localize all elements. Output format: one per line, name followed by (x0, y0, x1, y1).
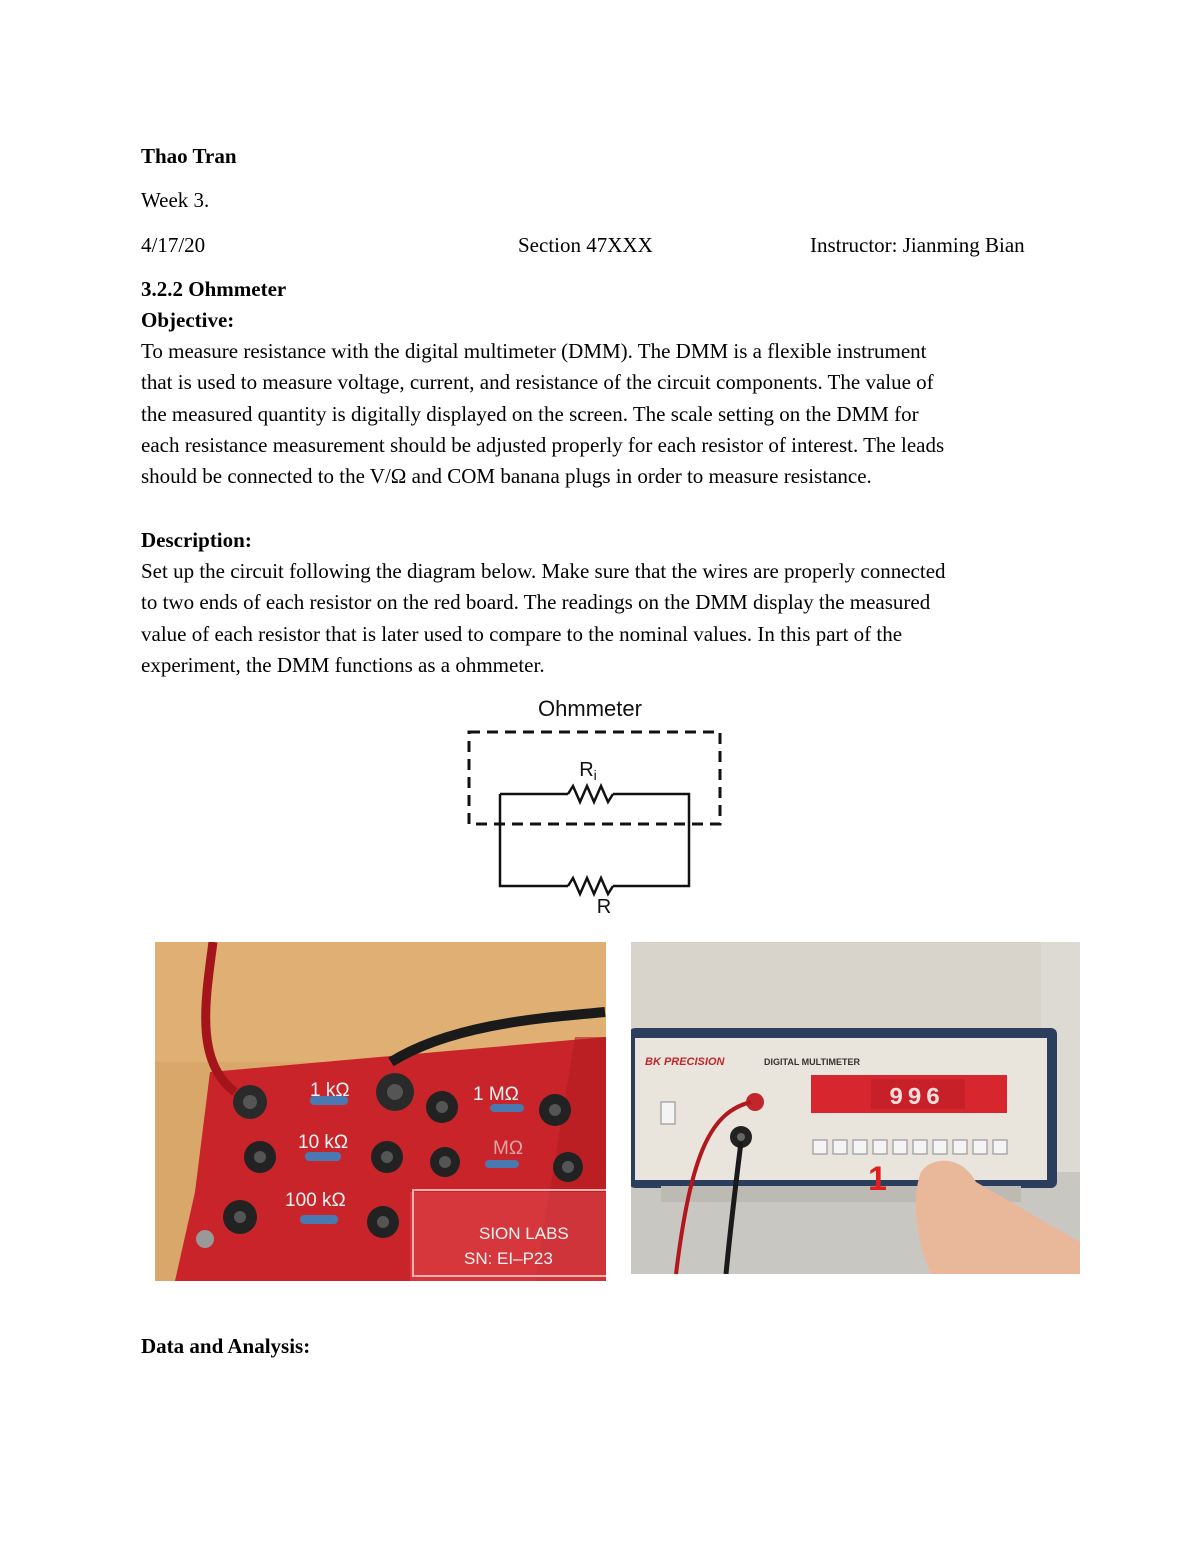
description-paragraph (141, 556, 1061, 681)
author-name: Thao Tran (141, 144, 237, 168)
model-title: DIGITAL MULTIMETER (764, 1057, 860, 1067)
dmm-photo (631, 942, 1080, 1274)
label-1k: 1 kΩ (310, 1080, 350, 1101)
description-line: experiment, the DMM functions as a ohmmeter. (141, 652, 545, 677)
ri-label: $R_i$ (579, 759, 597, 783)
instructor-name: Instructor: Jianming Bian (810, 233, 1025, 257)
objective-line: the measured quantity is digitally displayed on the screen. The scale setting on the DMM for (141, 401, 919, 426)
r-label: R (596, 896, 612, 918)
objective-line: should be connected to the V/Ω and COM banana plugs in order to measure resistance. (141, 464, 872, 489)
resistor-r-symbol (568, 878, 613, 894)
date: 4/17/20 (141, 233, 206, 257)
objective-line: To measure resistance with the digital multimeter (DMM). The DMM is a flexible instrument (141, 339, 927, 363)
brand-label: BK PRECISION (645, 1056, 725, 1068)
section-number: Section 47XXX (518, 233, 653, 257)
ohmmeter-circuit-diagram (460, 690, 740, 922)
description-line: to two ends of each resistor on the red board. The readings on the DMM display the measured (141, 590, 931, 615)
resistor-ri-symbol (568, 786, 613, 802)
circuit-wires (500, 786, 689, 894)
objective-line: each resistance measurement should be adjusted properly for each resistor of interest. The leads (141, 432, 945, 457)
label-10k: 10 kΩ (298, 1132, 349, 1153)
annotation-marker: 1 (868, 1160, 887, 1198)
plate-text-1: SION LABS (479, 1224, 569, 1243)
diagram-title: Ohmmeter (538, 696, 642, 721)
description-line: Set up the circuit following the diagram below. Make sure that the wires are properly connected (141, 559, 946, 583)
label-100k: 100 kΩ (285, 1190, 346, 1211)
label-1M: 1 MΩ (473, 1084, 519, 1105)
label-M: MΩ (493, 1138, 524, 1159)
description-line: value of each resistor that is later used to compare to the nominal values. In this part of the (141, 621, 903, 646)
description-heading: Description: (141, 528, 252, 552)
data-analysis-heading: Data and Analysis: (141, 1334, 311, 1358)
board-screw (196, 1230, 214, 1248)
section-heading: 3.2.2 Ohmmeter (141, 277, 287, 301)
dmm-reading: 996 (889, 1085, 945, 1112)
objective-heading: Objective: (141, 308, 235, 332)
resistor-board-photo (155, 942, 606, 1281)
week-label: Week 3. (141, 188, 210, 212)
objective-paragraph (141, 336, 1061, 492)
objective-line: that is used to measure voltage, current, and resistance of the circuit components. The value of (141, 370, 934, 395)
plate-text-2: SN: EI–P23 (464, 1249, 553, 1268)
